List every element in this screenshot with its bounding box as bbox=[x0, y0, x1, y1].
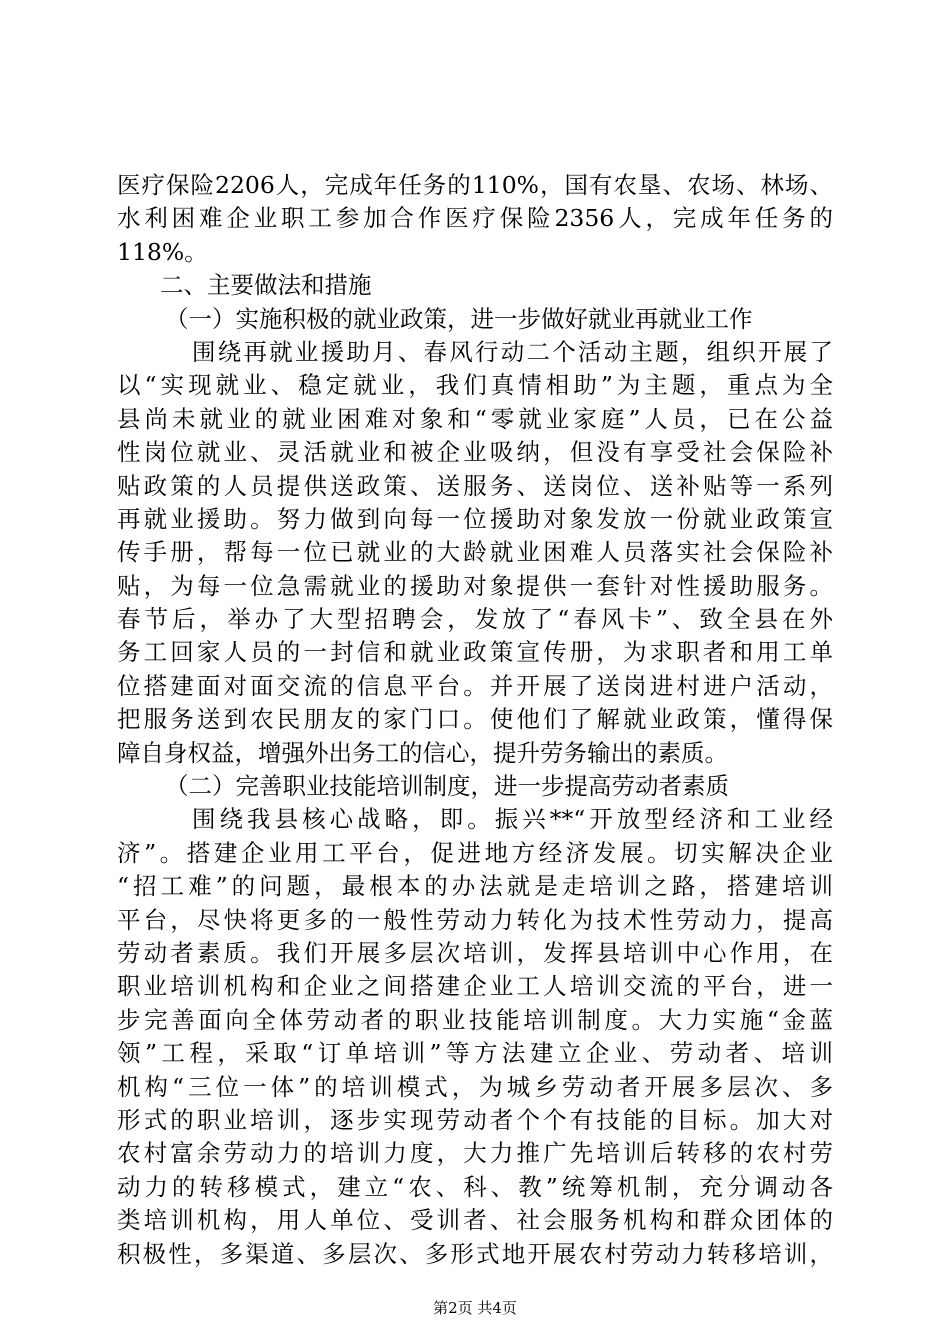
body-text-line: 贴政策的人员提供送政策、送服务、送岗位、送补贴等一系列 bbox=[117, 471, 833, 500]
body-text-line: 贴，为每一位急需就业的援助对象提供一套针对性援助服务。 bbox=[117, 571, 833, 600]
body-text-line: 领”工程，采取“订单培训”等方法建立企业、劳动者、培训 bbox=[117, 1039, 833, 1068]
body-text-line: 济”。搭建企业用工平台，促进地方经济发展。切实解决企业 bbox=[117, 838, 833, 867]
body-text-line: 动力的转移模式，建立“农、科、教”统筹机制，充分调动各 bbox=[117, 1172, 833, 1201]
body-text-line: 围绕我县核心战略，即。振兴**“开放型经济和工业经 bbox=[192, 805, 833, 834]
body-text-line: 位搭建面对面交流的信息平台。并开展了送岗进村进户活动， bbox=[117, 671, 833, 700]
body-text-line: 医疗保险2206人，完成年任务的110%，国有农垦、农场、林场、 bbox=[117, 171, 833, 199]
body-text-line: 以“实现就业、稳定就业，我们真情相助”为主题，重点为全 bbox=[117, 371, 833, 400]
page-footer: 第2页 共4页 bbox=[433, 1299, 517, 1317]
document-body bbox=[117, 169, 833, 1271]
body-text-line: 水利困难企业职工参加合作医疗保险2356人，完成年任务的 bbox=[117, 204, 833, 233]
body-text-line: 障自身权益，增强外出务工的信心，提升劳务输出的素质。 bbox=[117, 738, 728, 767]
body-text-line: 职业培训机构和企业之间搭建企业工人培训交流的平台，进一 bbox=[117, 972, 833, 1001]
body-text-line: 劳动者素质。我们开展多层次培训，发挥县培训中心作用，在 bbox=[117, 938, 833, 967]
body-text-line: 形式的职业培训，逐步实现劳动者个个有技能的目标。加大对 bbox=[117, 1105, 833, 1134]
subsection-heading: （二）完善职业技能培训制度，进一步提高劳动者素质 bbox=[165, 772, 729, 801]
subsection-heading: （一）实施积极的就业政策，进一步做好就业再就业工作 bbox=[165, 304, 753, 333]
body-text-line: 平台，尽快将更多的一般性劳动力转化为技术性劳动力，提高 bbox=[117, 905, 833, 934]
body-text-line: 118%。 bbox=[117, 237, 208, 266]
body-text-line: 传手册，帮每一位已就业的大龄就业困难人员落实社会保险补 bbox=[117, 538, 833, 567]
body-text-line: 积极性，多渠道、多层次、多形式地开展农村劳动力转移培训， bbox=[117, 1239, 833, 1268]
body-text-line: 机构“三位一体”的培训模式，为城乡劳动者开展多层次、多 bbox=[117, 1072, 833, 1101]
body-text-line: 步完善面向全体劳动者的职业技能培训制度。大力实施“金蓝 bbox=[117, 1005, 833, 1034]
section-heading: 二、主要做法和措施 bbox=[160, 271, 372, 300]
body-text-line: 围绕再就业援助月、春风行动二个活动主题，组织开展了 bbox=[192, 337, 833, 366]
body-text-line: 县尚未就业的就业困难对象和“零就业家庭”人员，已在公益 bbox=[117, 404, 833, 433]
body-text-line: 把服务送到农民朋友的家门口。使他们了解就业政策，懂得保 bbox=[117, 705, 833, 734]
body-text-line: 农村富余劳动力的培训力度，大力推广先培训后转移的农村劳 bbox=[117, 1139, 833, 1168]
body-text-line: 春节后，举办了大型招聘会，发放了“春风卡”、致全县在外 bbox=[117, 605, 833, 634]
body-text-line: 类培训机构，用人单位、受训者、社会服务机构和群众团体的 bbox=[117, 1206, 833, 1235]
body-text-line: 务工回家人员的一封信和就业政策宣传册，为求职者和用工单 bbox=[117, 638, 833, 667]
body-text-line: 再就业援助。努力做到向每一位援助对象发放一份就业政策宣 bbox=[117, 504, 833, 533]
body-text-line: 性岗位就业、灵活就业和被企业吸纳，但没有享受社会保险补 bbox=[117, 438, 833, 467]
body-text-line: “招工难”的问题，最根本的办法就是走培训之路，搭建培训 bbox=[117, 872, 833, 901]
